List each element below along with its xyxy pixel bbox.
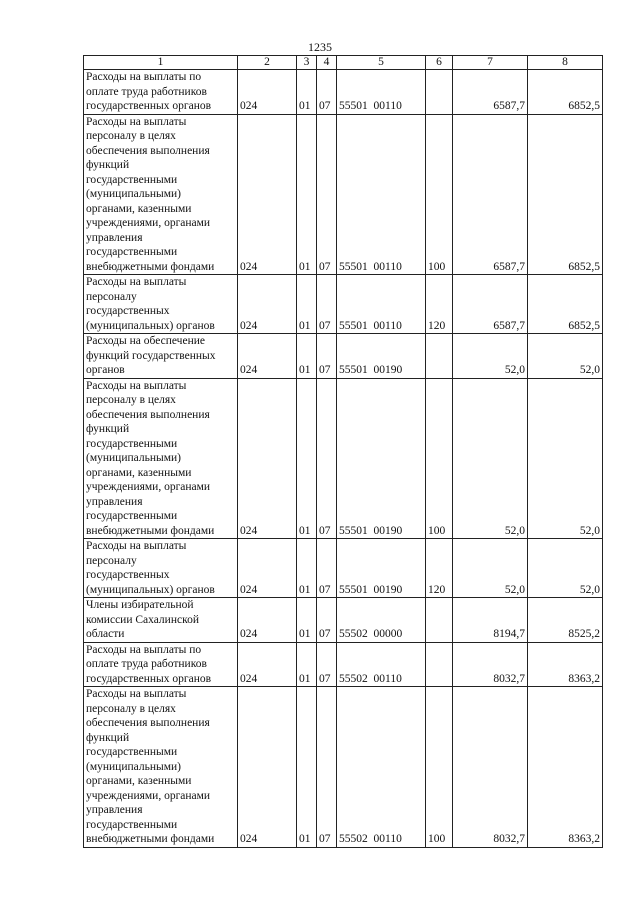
expense-type-cell: 100	[426, 378, 453, 539]
target-article-cell: 55501 00110	[337, 275, 426, 334]
column-header: 7	[453, 56, 528, 70]
target-article-cell: 55501 00190	[337, 378, 426, 539]
row-name-cell: Расходы на выплаты персоналу в целях обеспечения выполнения функций государственными (муниципальными) органами, казенными учреждениями, органами управления государственными внебюджетными фондами	[84, 687, 238, 848]
subsection-code-cell: 07	[317, 687, 337, 848]
row-name-cell: Расходы на выплаты по оплате труда работников государственных органов	[84, 642, 238, 687]
column-header: 8	[528, 56, 603, 70]
section-code-cell: 01	[297, 378, 317, 539]
amount-year2-cell: 8363,2	[528, 642, 603, 687]
admin-code-cell: 024	[238, 598, 297, 643]
table-row	[84, 642, 603, 687]
column-header: 4	[317, 56, 337, 70]
column-header: 6	[426, 56, 453, 70]
table-row	[84, 378, 603, 539]
column-header: 1	[84, 56, 238, 70]
section-code-cell: 01	[297, 114, 317, 275]
admin-code-cell: 024	[238, 378, 297, 539]
table-row	[84, 334, 603, 379]
table-row	[84, 687, 603, 848]
target-article-cell: 55501 00110	[337, 70, 426, 115]
row-name-cell: Расходы на выплаты персоналу в целях обеспечения выполнения функций государственными (муниципальными) органами, казенными учреждениями, органами управления государственными внебюджетными фондами	[84, 114, 238, 275]
admin-code-cell: 024	[238, 275, 297, 334]
admin-code-cell: 024	[238, 70, 297, 115]
column-header: 3	[297, 56, 317, 70]
section-code-cell: 01	[297, 275, 317, 334]
admin-code-cell: 024	[238, 687, 297, 848]
admin-code-cell: 024	[238, 642, 297, 687]
target-article-cell: 55502 00110	[337, 687, 426, 848]
expense-type-cell	[426, 598, 453, 643]
subsection-code-cell: 07	[317, 378, 337, 539]
subsection-code-cell: 07	[317, 642, 337, 687]
amount-year2-cell: 6852,5	[528, 275, 603, 334]
amount-year1-cell: 52,0	[453, 378, 528, 539]
expense-type-cell	[426, 642, 453, 687]
target-article-cell: 55501 00110	[337, 114, 426, 275]
subsection-code-cell: 07	[317, 334, 337, 379]
table-row	[84, 275, 603, 334]
expense-type-cell	[426, 334, 453, 379]
section-code-cell: 01	[297, 70, 317, 115]
expense-type-cell: 100	[426, 687, 453, 848]
table-row	[84, 114, 603, 275]
subsection-code-cell: 07	[317, 539, 337, 598]
budget-table	[83, 55, 603, 848]
admin-code-cell: 024	[238, 334, 297, 379]
amount-year2-cell: 6852,5	[528, 114, 603, 275]
row-name-cell: Расходы на выплаты по оплате труда работников государственных органов	[84, 70, 238, 115]
header-row	[84, 56, 603, 70]
admin-code-cell: 024	[238, 114, 297, 275]
admin-code-cell: 024	[238, 539, 297, 598]
amount-year2-cell: 8525,2	[528, 598, 603, 643]
amount-year2-cell: 8363,2	[528, 687, 603, 848]
table-row	[84, 539, 603, 598]
page-number: 1235	[308, 40, 332, 54]
section-code-cell: 01	[297, 334, 317, 379]
expense-type-cell: 100	[426, 114, 453, 275]
expense-type-cell	[426, 70, 453, 115]
row-name-cell: Расходы на выплаты персоналу в целях обеспечения выполнения функций государственными (муниципальными) органами, казенными учреждениями, органами управления государственными внебюджетными фондами	[84, 378, 238, 539]
subsection-code-cell: 07	[317, 70, 337, 115]
column-header: 2	[238, 56, 297, 70]
amount-year1-cell: 8194,7	[453, 598, 528, 643]
amount-year1-cell: 52,0	[453, 334, 528, 379]
table-row	[84, 598, 603, 643]
row-name-cell: Расходы на выплаты персоналу государственных (муниципальных) органов	[84, 275, 238, 334]
amount-year2-cell: 52,0	[528, 334, 603, 379]
table-row	[84, 70, 603, 115]
subsection-code-cell: 07	[317, 598, 337, 643]
subsection-code-cell: 07	[317, 275, 337, 334]
column-header: 5	[337, 56, 426, 70]
row-name-cell: Расходы на выплаты персоналу государственных (муниципальных) органов	[84, 539, 238, 598]
amount-year1-cell: 8032,7	[453, 642, 528, 687]
expense-type-cell: 120	[426, 539, 453, 598]
target-article-cell: 55502 00000	[337, 598, 426, 643]
section-code-cell: 01	[297, 687, 317, 848]
section-code-cell: 01	[297, 642, 317, 687]
target-article-cell: 55501 00190	[337, 334, 426, 379]
target-article-cell: 55501 00190	[337, 539, 426, 598]
amount-year1-cell: 6587,7	[453, 70, 528, 115]
target-article-cell: 55502 00110	[337, 642, 426, 687]
subsection-code-cell: 07	[317, 114, 337, 275]
amount-year1-cell: 6587,7	[453, 275, 528, 334]
amount-year2-cell: 52,0	[528, 378, 603, 539]
amount-year1-cell: 8032,7	[453, 687, 528, 848]
section-code-cell: 01	[297, 539, 317, 598]
row-name-cell: Расходы на обеспечение функций государственных органов	[84, 334, 238, 379]
amount-year2-cell: 52,0	[528, 539, 603, 598]
section-code-cell: 01	[297, 598, 317, 643]
row-name-cell: Члены избирательной комиссии Сахалинской области	[84, 598, 238, 643]
amount-year1-cell: 6587,7	[453, 114, 528, 275]
expense-type-cell: 120	[426, 275, 453, 334]
amount-year2-cell: 6852,5	[528, 70, 603, 115]
amount-year1-cell: 52,0	[453, 539, 528, 598]
